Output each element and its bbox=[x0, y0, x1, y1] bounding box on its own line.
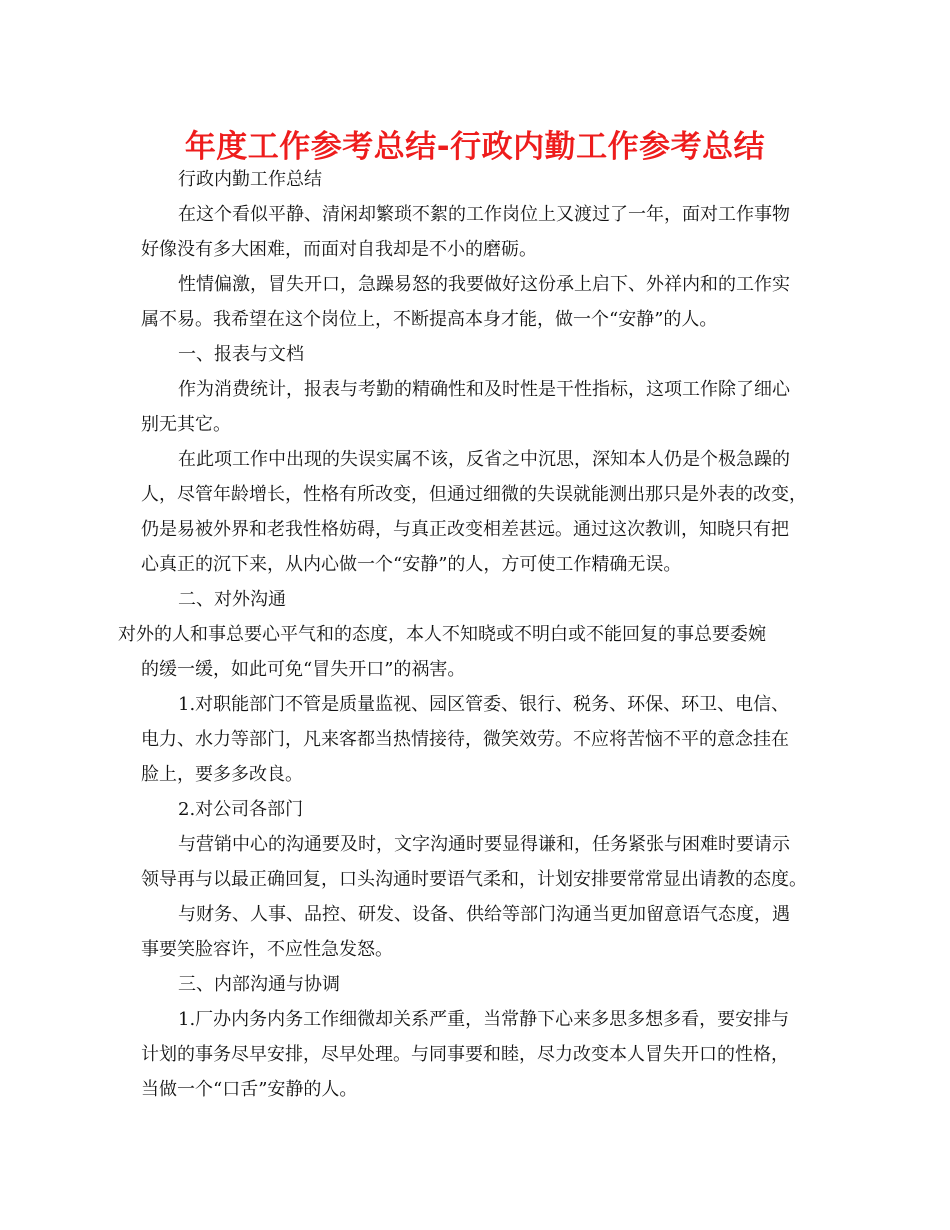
section-heading: 二、对外沟通 bbox=[178, 589, 286, 610]
paragraph-line: 心真正的沉下来，从内心做一个“安静”的人，方可使工作精确无误。 bbox=[141, 554, 682, 575]
paragraph-line: 在这个看似平静、清闲却繁琐不絮的工作岗位上又渡过了一年，面对工作事物 bbox=[178, 204, 790, 225]
section-heading: 2.对公司各部门 bbox=[178, 799, 304, 820]
paragraph-line: 与财务、人事、品控、研发、设备、供给等部门沟通当更加留意语气态度，遇 bbox=[178, 904, 790, 925]
paragraph-line: 脸上，要多多改良。 bbox=[141, 764, 303, 785]
paragraph-line: 对外的人和事总要心平气和的态度，本人不知晓或不明白或不能回复的事总要委婉 bbox=[118, 624, 766, 645]
paragraph-line: 人，尽管年龄增长，性格有所改变，但通过细微的失误就能测出那只是外表的改变， bbox=[141, 484, 807, 505]
paragraph-line: 行政内勤工作总结 bbox=[178, 169, 322, 190]
paragraph-line: 性情偏激，冒失开口，急躁易怒的我要做好这份承上启下、外祥内和的工作实 bbox=[178, 274, 790, 295]
paragraph-line: 属不易。我希望在这个岗位上，不断提高本身才能，做一个“安静”的人。 bbox=[141, 309, 718, 330]
paragraph-line: 别无其它。 bbox=[141, 414, 231, 435]
section-heading: 一、报表与文档 bbox=[178, 344, 304, 365]
paragraph-line: 事要笑脸容许，不应性急发怒。 bbox=[141, 939, 393, 960]
paragraph-line: 与营销中心的沟通要及时，文字沟通时要显得谦和，任务紧张与困难时要请示 bbox=[178, 834, 790, 855]
document-title: 年度工作参考总结-行政内勤工作参考总结 bbox=[184, 129, 766, 165]
paragraph-line: 电力、水力等部门，凡来客都当热情接待，微笑效劳。不应将苦恼不平的意念挂在 bbox=[141, 729, 789, 750]
paragraph-line: 1.厂办内务内务工作细微却关系严重，当常静下心来多思多想多看，要安排与 bbox=[178, 1009, 790, 1030]
paragraph-line: 的缓一缓，如此可免“冒失开口”的祸害。 bbox=[141, 659, 466, 680]
paragraph-line: 作为消费统计，报表与考勤的精确性和及时性是干性指标，这项工作除了细心 bbox=[178, 379, 790, 400]
paragraph-line: 1.对职能部门不管是质量监视、园区管委、银行、税务、环保、环卫、电信、 bbox=[178, 694, 790, 715]
section-heading: 三、内部沟通与协调 bbox=[178, 974, 340, 995]
paragraph-line: 好像没有多大困难，而面对自我却是不小的磨砺。 bbox=[141, 239, 537, 260]
paragraph-line: 计划的事务尽早安排，尽早处理。与同事要和睦，尽力改变本人冒失开口的性格， bbox=[141, 1044, 789, 1065]
paragraph-line: 仍是易被外界和老我性格妨碍，与真正改变相差甚远。通过这次教训，知晓只有把 bbox=[141, 519, 789, 540]
paragraph-line: 当做一个“口舌”安静的人。 bbox=[141, 1079, 358, 1100]
paragraph-line: 在此项工作中出现的失误实属不该，反省之中沉思，深知本人仍是个极急躁的 bbox=[178, 449, 790, 470]
paragraph-line: 领导再与以最正确回复，口头沟通时要语气柔和，计划安排要常常显出请教的态度。 bbox=[141, 869, 807, 890]
